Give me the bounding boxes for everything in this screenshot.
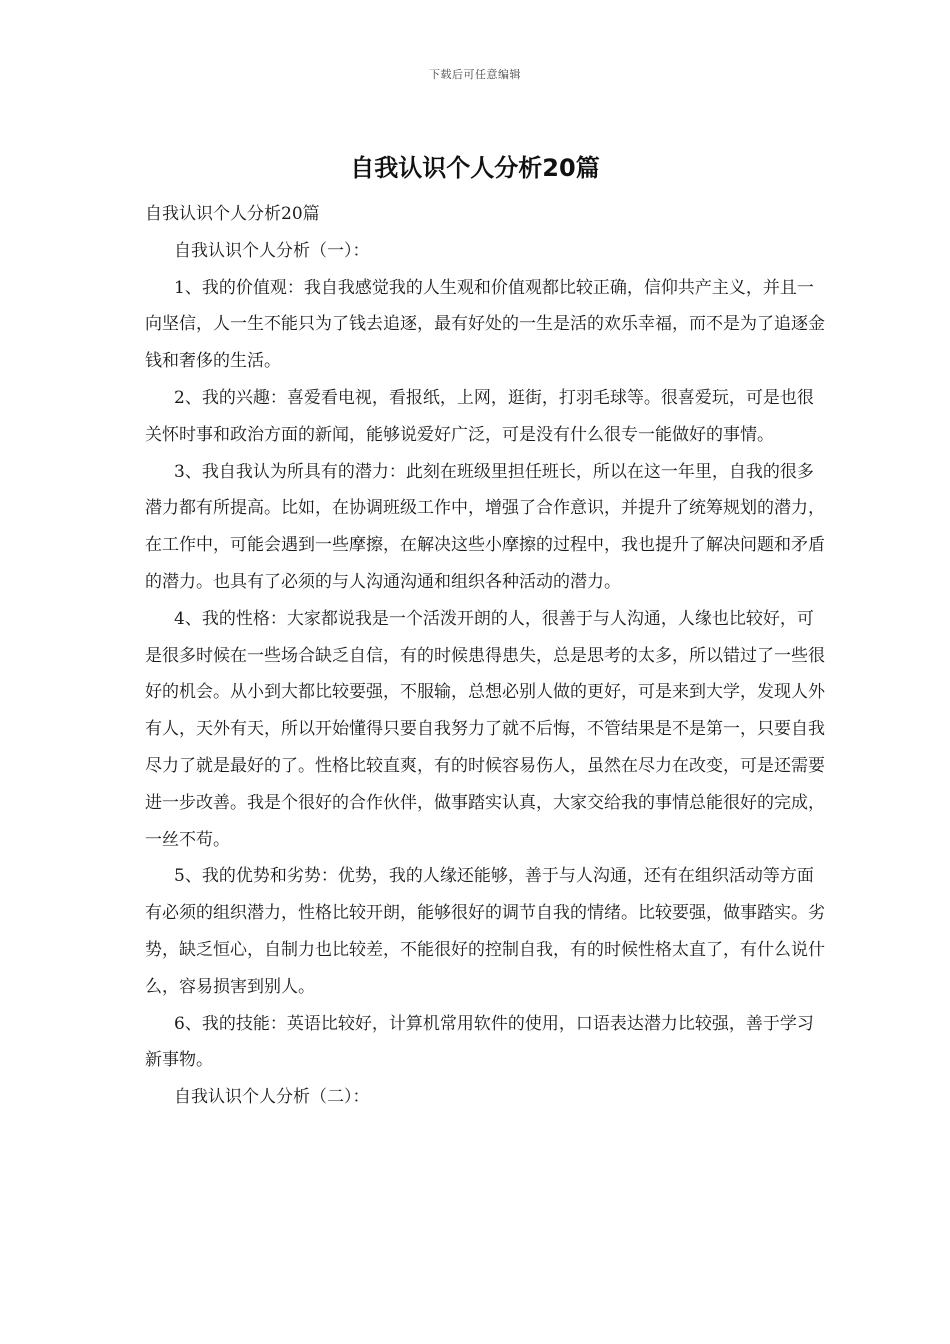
body-paragraph: 1、我的价值观：我自我感觉我的人生观和价值观都比较正确，信仰共产主义，并且一向坚信，人一生不能只为了钱去追逐，最有好处的一生是活的欢乐幸福，而不是为了追逐金钱和奢侈的生活。 bbox=[145, 277, 825, 372]
body-paragraph: 4、我的性格：大家都说我是一个活泼开朗的人，很善于与人沟通，人缘也比较好，可是很多时候在一些场合缺乏自信，有的时候患得患失，总是思考的太多，所以错过了一些很好的机会。从小到大都比较要强，不服输，总想必别人做的更好，可是来到大学，发现人外有人，天外有天，所以开始懂得只要自我努力了就不后悔，不管结果是不是第一，只要自我尽力了就是最好的了。性格比较直爽，有的时候容易伤人，虽然在尽力在改变，可是还需要进一步改善。我是个很好的合作伙伴，做事踏实认真，大家交给我的事情总能很好的完成，一丝不苟。 bbox=[145, 608, 825, 850]
body-paragraph: 3、我自我认为所具有的潜力：此刻在班级里担任班长，所以在这一年里，自我的很多潜力都有所提高。比如，在协调班级工作中，增强了合作意识，并提升了统筹规划的潜力，在工作中，可能会遇到一些摩擦，在解决这些小摩擦的过程中，我也提升了解决问题和矛盾的潜力。也具有了必须的与人沟通沟通和组织各种活动的潜力。 bbox=[145, 461, 825, 592]
body-paragraph: 6、我的技能：英语比较好，计算机常用软件的使用，口语表达潜力比较强，善于学习新事物。 bbox=[145, 1013, 814, 1071]
subtitle-paragraph: 自我认识个人分析20篇 bbox=[145, 204, 320, 224]
document-title: 自我认识个人分析20篇 bbox=[350, 154, 600, 182]
body-paragraph: 5、我的优势和劣势：优势，我的人缘还能够，善于与人沟通，还有在组织活动等方面有必须的组织潜力，性格比较开朗，能够很好的调节自我的情绪。比较要强，做事踏实。劣势，缺乏恒心，自制力也比较差，不能很好的控制自我，有的时候性格太直了，有什么说什么，容易损害到别人。 bbox=[145, 866, 825, 997]
header-note: 下载后可任意编辑 bbox=[429, 68, 521, 81]
section-heading: 自我认识个人分析（一）： bbox=[174, 240, 370, 261]
body-paragraph: 2、我的兴趣：喜爱看电视，看报纸，上网，逛街，打羽毛球等。很喜爱玩，可是也很关怀时事和政治方面的新闻，能够说爱好广泛，可是没有什么很专一能做好的事情。 bbox=[145, 387, 814, 445]
section-heading: 自我认识个人分析（二）： bbox=[174, 1087, 370, 1108]
document-body bbox=[145, 196, 825, 1116]
